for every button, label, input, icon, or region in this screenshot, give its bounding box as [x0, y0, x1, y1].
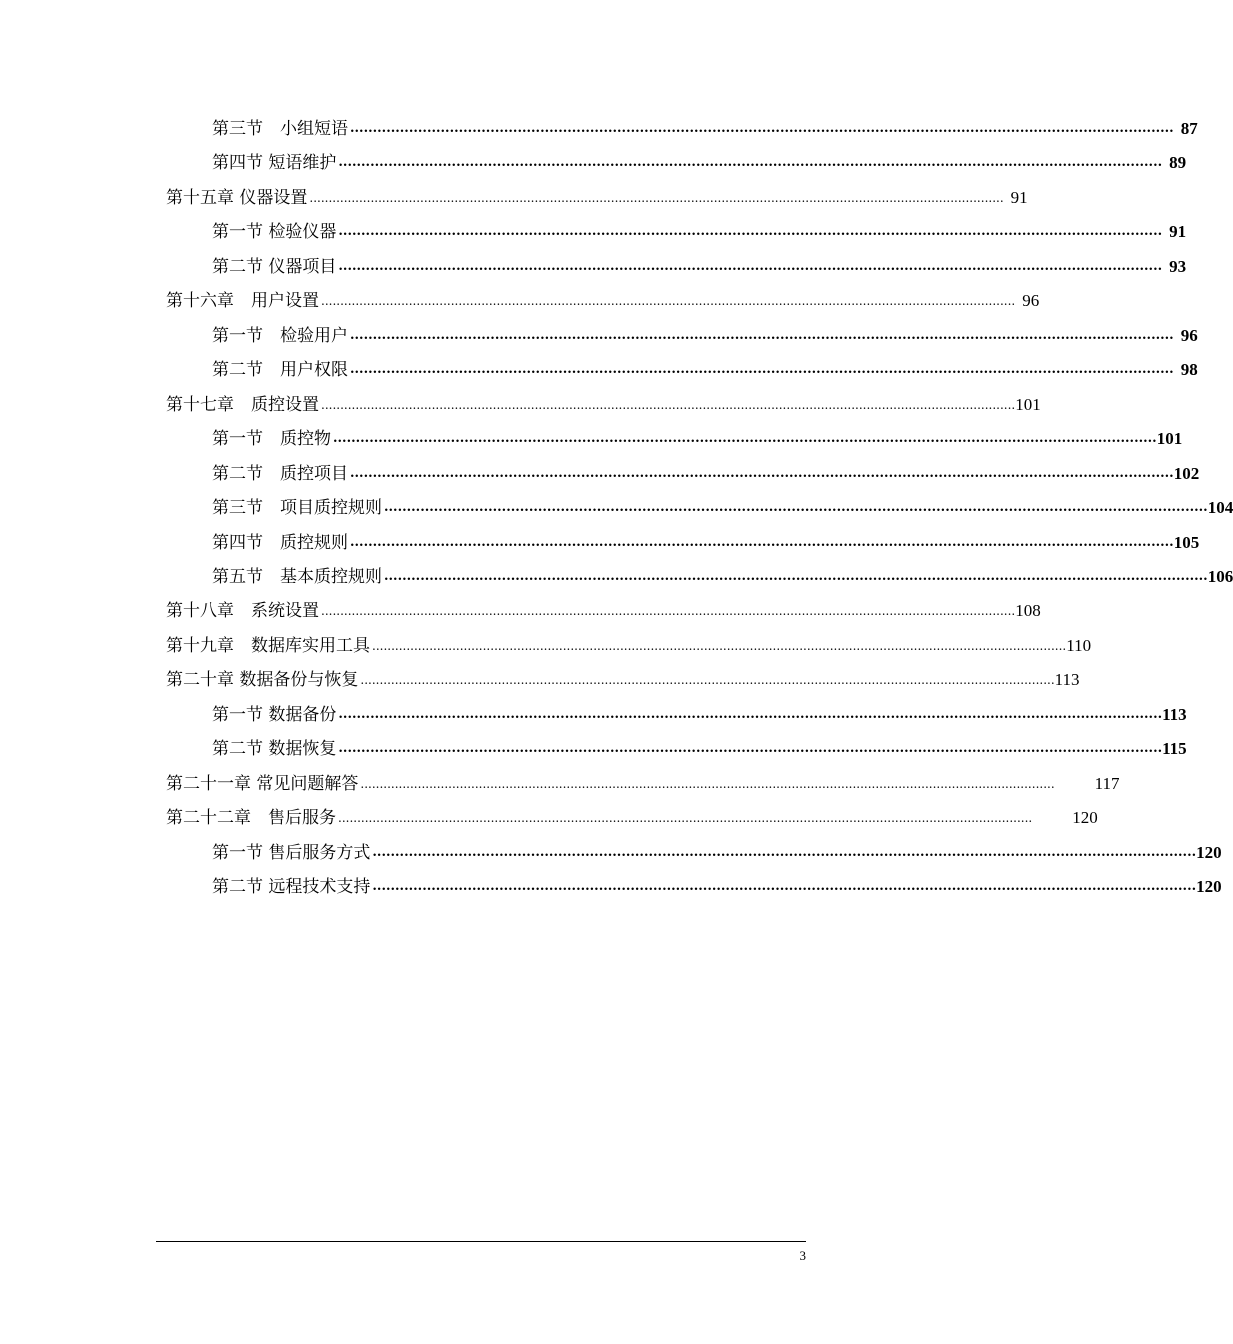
toc-entry: [212, 834, 1222, 864]
dot-leader: ......................................................................................................................................................................................: [372, 845, 1197, 860]
toc-entry-page: 117: [1094, 774, 1120, 793]
dot-leader: ......................................................................................................................................................................................: [338, 155, 1163, 170]
toc-entry: [212, 868, 1222, 898]
dot-leader: ......................................................................................................................................................................................: [384, 500, 1208, 515]
footer-page-number: 3: [799, 1248, 806, 1263]
toc-entry-title: 第三节 项目质控规则: [212, 498, 382, 518]
toc-entry-title: 第十六章 用户设置: [166, 291, 319, 311]
toc-entry: [212, 213, 1187, 243]
dot-leader: ......................................................................................................................................................................................: [350, 362, 1174, 377]
toc-entry-title: 第三节 小组短语: [212, 119, 348, 139]
toc-entry-page: 108: [1015, 601, 1041, 620]
dot-leader: ......................................................................................................................................................................................: [372, 639, 1067, 653]
toc-entry: [166, 592, 1041, 622]
toc-entry-title: 第一节 数据备份: [212, 705, 337, 725]
dot-leader: ......................................................................................................................................................................................: [309, 191, 1004, 205]
dot-leader: ......................................................................................................................................................................................: [350, 328, 1174, 343]
toc-entry: [212, 110, 1198, 140]
dot-leader: ......................................................................................................................................................................................: [350, 535, 1174, 550]
toc-entry-title: 第二节 数据恢复: [212, 739, 337, 759]
toc-entry-page: 113: [1054, 670, 1080, 689]
toc-entry-title: 第二节 质控项目: [212, 464, 348, 484]
toc-entry-page: 110: [1066, 636, 1092, 655]
dot-leader: ......................................................................................................................................................................................: [338, 741, 1163, 756]
toc-entry-title: 第二十一章 常见问题解答: [166, 774, 359, 794]
toc-entry: [212, 144, 1187, 174]
toc-entry: [166, 799, 1098, 829]
toc-entry-title: 第十九章 数据库实用工具: [166, 636, 370, 656]
dot-leader: ......................................................................................................................................................................................: [321, 398, 1016, 412]
toc-entry: [212, 696, 1187, 726]
toc-entry-title: 第十七章 质控设置: [166, 395, 319, 415]
toc-entry: [166, 661, 1080, 691]
toc-entry-title: 第四节 质控规则: [212, 533, 348, 553]
toc-entry: [212, 730, 1187, 760]
toc-entry-page: 87: [1180, 119, 1198, 138]
toc-entry: [212, 248, 1187, 278]
toc-entry-page: 93: [1169, 257, 1187, 276]
dot-leader: ......................................................................................................................................................................................: [338, 224, 1163, 239]
toc-entry: [212, 317, 1198, 347]
toc-entry: [212, 489, 1233, 519]
toc-entry-page: 106: [1207, 567, 1233, 586]
toc-entry-page: 91: [1010, 188, 1028, 207]
dot-leader: ......................................................................................................................................................................................: [350, 466, 1174, 481]
toc-entry: [212, 455, 1200, 485]
toc-entry-page: 101: [1156, 429, 1183, 448]
toc-entry-title: 第二十章 数据备份与恢复: [166, 670, 359, 690]
toc-entry-page: 102: [1173, 464, 1200, 483]
dot-leader: ......................................................................................................................................................................................: [360, 673, 1055, 687]
toc-entry-title: 第十八章 系统设置: [166, 601, 319, 621]
dot-leader: ......................................................................................................................................................................................: [338, 259, 1163, 274]
toc-entry-page: 120: [1072, 808, 1098, 827]
toc-entry-title: 第二节 远程技术支持: [212, 877, 371, 897]
toc-entry-page: 101: [1015, 395, 1041, 414]
dot-leader: ......................................................................................................................................................................................: [360, 777, 1055, 791]
dot-leader: ......................................................................................................................................................................................: [384, 569, 1208, 584]
dot-leader: ......................................................................................................................................................................................: [333, 431, 1157, 446]
toc-entry: [212, 524, 1200, 554]
toc-entry-title: 第五节 基本质控规则: [212, 567, 382, 587]
dot-leader: ......................................................................................................................................................................................: [338, 707, 1163, 722]
toc-entry-page: 98: [1180, 360, 1198, 379]
toc-entry-title: 第十五章 仪器设置: [166, 188, 308, 208]
toc-entry-title: 第一节 检验用户: [212, 326, 348, 346]
toc-entry: [166, 282, 1040, 312]
toc-entry-page: 91: [1169, 222, 1187, 241]
toc-entry-page: 104: [1207, 498, 1233, 517]
toc-entry-title: 第一节 质控物: [212, 429, 331, 449]
dot-leader: ......................................................................................................................................................................................: [372, 879, 1197, 894]
toc-entry: [166, 386, 1041, 416]
toc-entry: [166, 765, 1120, 795]
toc-entry: [212, 351, 1198, 381]
dot-leader: ......................................................................................................................................................................................: [321, 294, 1016, 308]
dot-leader: ......................................................................................................................................................................................: [321, 604, 1016, 618]
dot-leader: ......................................................................................................................................................................................: [350, 121, 1174, 136]
toc-entry-page: 120: [1196, 843, 1222, 862]
toc-entry: [166, 627, 1092, 657]
toc-entry-page: 96: [1180, 326, 1198, 345]
toc-entry-title: 第一节 售后服务方式: [212, 843, 371, 863]
toc-entry-page: 113: [1162, 705, 1187, 724]
toc-entry-title: 第四节 短语维护: [212, 153, 337, 173]
toc-entry-title: 第一节 检验仪器: [212, 222, 337, 242]
footer-rule: [156, 1241, 806, 1242]
toc-entry-title: 第二节 用户权限: [212, 360, 348, 380]
toc-entry-title: 第二节 仪器项目: [212, 257, 337, 277]
toc-entry: [212, 420, 1183, 450]
toc-entry-page: 115: [1162, 739, 1187, 758]
toc-entry-page: 105: [1173, 533, 1200, 552]
toc-entry: [166, 179, 1028, 209]
toc-entry-page: 120: [1196, 877, 1222, 896]
dot-leader: ......................................................................................................................................................................................: [338, 811, 1033, 825]
toc-entry-title: 第二十二章 售后服务: [166, 808, 336, 828]
toc-entry-page: 96: [1022, 291, 1040, 310]
toc-entry: [212, 558, 1233, 588]
toc-entry-page: 89: [1169, 153, 1187, 172]
